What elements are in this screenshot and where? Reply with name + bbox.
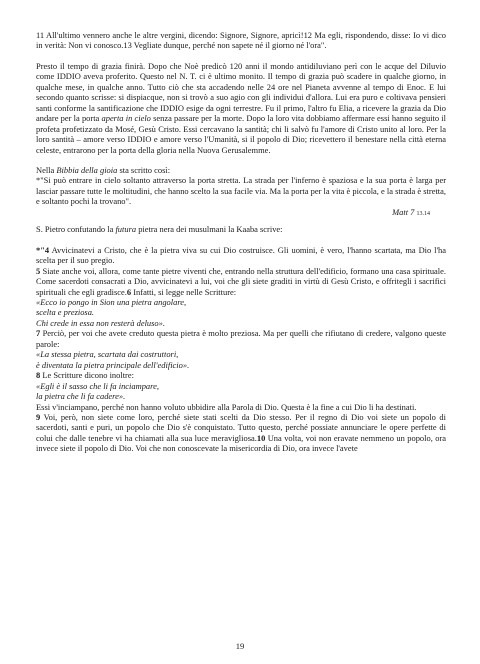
verse-number: *"4	[36, 244, 50, 255]
commentary-italic: aperta in cielo	[101, 113, 151, 124]
verse-text: Avvicinatevi a Cristo, che è la pietra viva su cui Dio costruisce. Gli uomini, è vero, l'hanno scartata, ma Dio l'ha scelta per il suo pregio.	[36, 244, 446, 266]
verse-text: Le Scritture dicono inoltre:	[40, 370, 134, 381]
matthew-reference	[36, 207, 446, 219]
verse-5-6	[36, 266, 446, 297]
intro-text: Nella	[36, 164, 57, 175]
verse-7	[36, 328, 446, 349]
peter-intro-text: S. Pietro confutando la	[36, 224, 116, 235]
intro-text-end: sta scritto così:	[117, 164, 171, 175]
scripture-quote-line: la pietra che li fa cadere».	[36, 391, 126, 402]
verse-4	[36, 245, 446, 266]
verse-text: Voi, però, non siete come loro, perché siete stati scelti da Dio stesso. Per il regno di Dio voi siete un popolo di sacerdoti, santi e puri, un popolo che Dio s'è conquistato. Tutto questo, perché possiate annunciare le opere perfette di colui che dalle tenebre vi ha chiamati alla sua luce meravigliosa.	[36, 411, 446, 443]
matthew-quote: *"Si può entrare in cielo soltanto attraverso la porta stretta. La strada per l'inferno è spaziosa e la sua porta è larga per lasciar passare tutte le moltitudini, che hanno scelto la sua facile via. Ma la porta per la vita è piccola, e la strada è stretta, e soltanto pochi la trovano".	[36, 175, 446, 207]
scripture-quote-line: è diventata la pietra principale dell'edificio».	[36, 359, 190, 370]
verse-number: 10	[256, 432, 266, 443]
verse-text: Infatti, si legge nelle Scritture:	[131, 286, 237, 297]
scripture-quote-line: Chi crede in essa non resterà deluso».	[36, 317, 165, 328]
bible-verses-paragraph: 11 All'ultimo vennero anche le altre vergini, dicendo: Signore, Signore, apricì!12 Ma egli, rispondendo, disse: Io vi dico in verità: Non vi conosco.13 Vegliate dunque, perché non sapete né il giorno né l'ora".	[36, 30, 446, 51]
verse-9-10	[36, 412, 446, 454]
scripture-quote-line: «Ecco io pongo in Sion una pietra angolare,	[36, 296, 187, 307]
commentary-text-a: Presto il tempo di grazia finirà. Dopo che Noè predicò 120 anni il mondo antidiluviano perì con le acque del Diluvio come IDDIO aveva proferito. Questo nel N. T. ci è ultimo monito. Il tempo di grazia può scadere in qualche giorno, in qualche mese, in qualche anno. Tutto ciò che sta accadendo nelle 24 ore nel Pianeta avvenne al tempo di Enoc. E lui secondo quanto scrisse: si dispiacque, non si trovò a suo agio con gli individui d'allora. Lui era puro e coltivava pensieri santi conforme la santificazione che IDDIO esige da ogni terrestre. Fu il primo, l'altro fu Elia, a ricevere la grazia da Dio andare per la porta	[36, 60, 446, 124]
verse-text: Siate anche voi, allora, come tante pietre viventi che, entrando nella struttura dell'edificio, formano una casa spirituale. Come sacerdoti consacrati a Dio, avvicinatevi a lui, voi che gli siete graditi in virtù di Gesù Cristo, e offritegli i sacrifici spirituali che egli gradisce.	[36, 265, 446, 297]
reference-text: Matt 7	[392, 206, 415, 217]
bible-gioia-intro	[36, 165, 446, 175]
peter-intro	[36, 224, 446, 234]
scripture-quote-line: «La stessa pietra, scartata dai costruttori,	[36, 349, 179, 360]
peter-intro-italic: futura	[115, 224, 137, 235]
verse-number: 5	[36, 265, 41, 276]
verse-8-continued: Essi v'inciampano, perché non hanno voluto ubbidire alla Parola di Dio. Questa è la fine a cui Dio li ha destinati.	[36, 401, 417, 412]
peter-intro-end: pietra nera dei musulmani la Kaaba scrive:	[136, 224, 283, 235]
verse-number: 8	[36, 370, 41, 381]
verse-number: 6	[126, 286, 132, 297]
verse-text: Una volta, voi non eravate nemmeno un popolo, ora invece siete il popolo di Dio. Voi che non conoscevate la misericordia di Dio, ora invece l'avete	[36, 432, 447, 454]
commentary-text-b: senza passare per la morte. Dopo la loro vita dobbiamo affermare essi hanno seguito il profeta profetizzato da Mosé, Gesù Cristo. Essi cercavano la santità; chi li salvò fu l'amore di Cristo unito al loro. Per la loro santità – amore verso IDDIO e amore verso l'Umanità, si il popolo di Dio; ricevettero il benestare nella città eterna celeste, entrarono per la porta della gloria nella Nuova Gerusalemme.	[36, 113, 446, 155]
verse-text: Perciò, per voi che avete creduto questa pietra è molto preziosa. Ma per quelli che rifiutano di credere, valgono queste parole:	[36, 328, 446, 349]
intro-italic-title: Bibbia della gioia	[56, 164, 118, 175]
verse-number: 7	[36, 328, 41, 339]
scripture-quote-line: «Egli è il sasso che li fa inciampare,	[36, 380, 159, 391]
verse-number: 9	[36, 411, 41, 422]
reference-verses: 13.14	[416, 210, 430, 217]
verse-8	[36, 370, 446, 380]
page-number: 19	[235, 641, 245, 651]
commentary-paragraph	[36, 61, 446, 155]
scripture-quote-line: scelta e preziosa.	[36, 307, 95, 318]
